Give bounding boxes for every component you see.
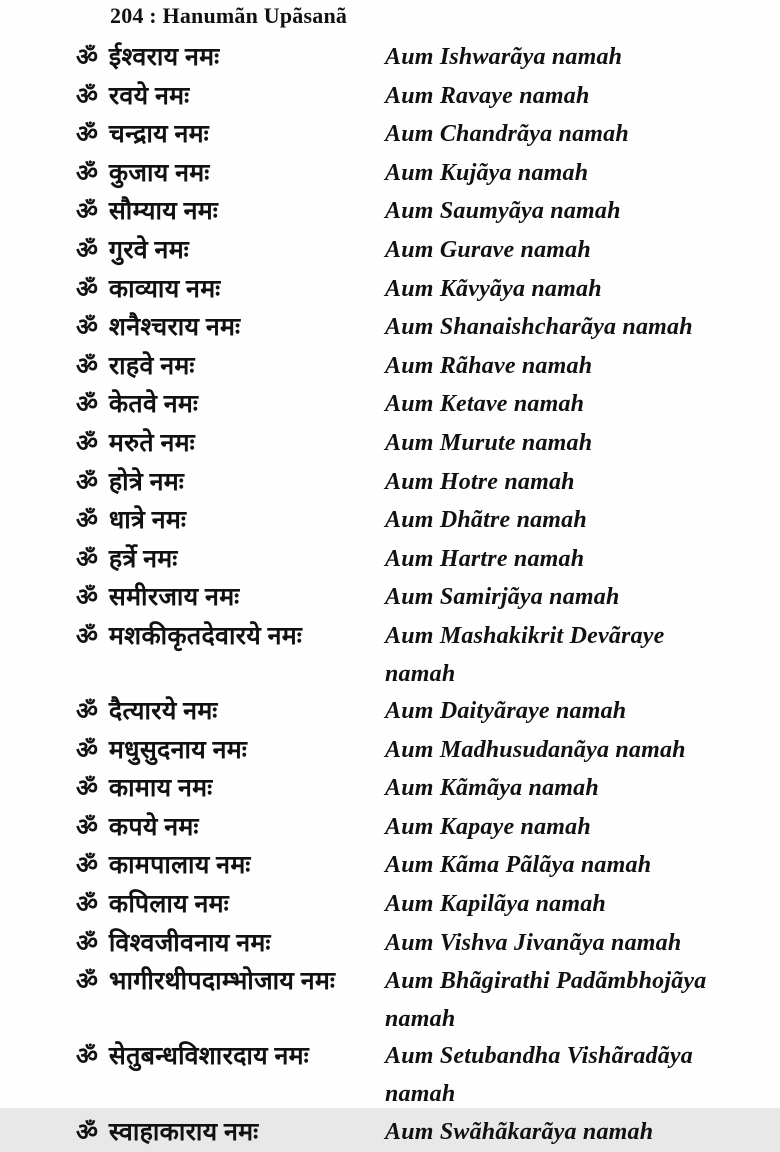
devanagari-text: सेतुबन्धविशारदाय नमः [108,1043,309,1071]
transliteration-line: Aum Swãhãkarãya namah [385,1118,654,1145]
devanagari-text: गुरवे नमः [108,236,190,264]
mantra-row [0,579,780,618]
transliteration-line: namah [385,1081,456,1108]
om-symbol: ॐ [76,1044,98,1071]
mantra-row [0,693,780,732]
transliteration [385,386,780,424]
om-symbol: ॐ [76,199,98,226]
transliteration [385,732,780,770]
devanagari-text: होत्रे नमः [108,468,185,496]
mantra-row [0,886,780,925]
devanagari-text: ईश्वराय नमः [108,44,220,71]
mantra-devanagari [0,886,385,925]
mantra-devanagari [0,348,385,387]
devanagari-text: समीरजाय नमः [108,584,240,612]
transliteration [385,618,780,693]
transliteration [385,847,780,885]
mantra-row [0,1114,780,1152]
devanagari-text: स्वाहाकाराय नमः [108,1118,259,1146]
transliteration-line: Aum Mashakikrit Devãraye [385,622,665,649]
mantra-devanagari [0,847,385,886]
transliteration [385,348,780,386]
mantra-row [0,39,780,78]
mantra-devanagari [0,155,385,194]
mantra-devanagari [0,963,385,1002]
om-symbol: ॐ [76,508,98,535]
om-symbol: ॐ [76,930,98,957]
mantra-row [0,155,780,194]
transliteration-line: Aum Kãma Pãlãya namah [385,852,652,879]
mantra-row [0,847,780,886]
transliteration-line: Aum Kapilãya namah [385,891,606,918]
devanagari-text: धात्रे नमः [108,507,187,535]
transliteration-line: Aum Daityãraye namah [385,698,627,725]
mantra-devanagari [0,309,385,348]
mantra-row [0,193,780,232]
mantra-row [0,464,780,503]
mantra-devanagari [0,541,385,580]
om-symbol: ॐ [76,814,98,841]
om-symbol: ॐ [76,392,98,419]
devanagari-text: राहवे नमः [108,352,195,380]
transliteration-line: Aum Kãmãya namah [385,775,599,802]
mantra-row [0,309,780,348]
transliteration [385,925,780,963]
mantra-row [0,809,780,848]
devanagari-text: चन्द्राय नमः [108,121,209,149]
devanagari-text: कपिलाय नमः [108,891,229,919]
page-header: 204 : Hanumãn Upãsanã [110,3,348,28]
transliteration [385,193,780,231]
transliteration-line: Aum Ketave namah [385,391,585,418]
transliteration-line: Aum Shanaishcharãya namah [385,314,693,341]
transliteration [385,1114,780,1152]
mantra-devanagari [0,232,385,271]
transliteration-line: Aum Kapaye namah [385,813,591,840]
mantra-devanagari [0,1038,385,1077]
om-symbol: ॐ [76,430,98,457]
mantra-devanagari [0,693,385,732]
mantra-row [0,271,780,310]
mantra-row [0,1038,780,1113]
mantra-row [0,963,780,1038]
transliteration [385,155,780,193]
transliteration-line: Aum Rãhave namah [385,352,593,379]
mantra-devanagari [0,618,385,657]
devanagari-text: कपये नमः [108,813,199,841]
mantra-row [0,232,780,271]
devanagari-text: मधुसुदनाय नमः [108,736,248,764]
devanagari-text: मशकीकृतदेवारये नमः [108,622,303,650]
transliteration [385,886,780,924]
transliteration-line: Aum Ishwarãya namah [385,44,623,70]
mantra-devanagari [0,464,385,503]
devanagari-text: कामाय नमः [108,775,213,803]
transliteration-line: Aum Murute namah [385,429,593,456]
transliteration-line: Aum Ravaye namah [385,82,590,109]
transliteration-line: Aum Kujãya namah [385,159,589,186]
transliteration [385,502,780,540]
transliteration [385,309,780,347]
mantra-row [0,618,780,693]
devanagari-text: हर्त्रे नमः [108,545,178,573]
devanagari-text: काव्याय नमः [108,275,221,303]
mantra-row [0,386,780,425]
devanagari-text: भागीरथीपदाम्भोजाय नमः [108,968,336,996]
transliteration [385,425,780,463]
devanagari-text: दैत्यारये नमः [108,698,218,726]
transliteration-line: Aum Samirjãya namah [385,584,620,611]
mantra-devanagari [0,732,385,771]
mantra-devanagari [0,925,385,964]
transliteration [385,541,780,579]
om-symbol: ॐ [76,853,98,880]
om-symbol: ॐ [76,83,98,110]
transliteration [385,116,780,154]
mantra-devanagari [0,39,385,78]
mantra-row [0,732,780,771]
transliteration [385,693,780,731]
transliteration-line: Aum Hotre namah [385,468,575,495]
om-symbol: ॐ [76,585,98,612]
om-symbol: ॐ [76,1119,98,1146]
om-symbol: ॐ [76,776,98,803]
om-symbol: ॐ [76,45,98,71]
transliteration [385,78,780,116]
transliteration-line: Aum Dhãtre namah [385,507,587,534]
transliteration-line: Aum Saumyãya namah [385,198,621,225]
om-symbol: ॐ [76,699,98,726]
transliteration-line: Aum Gurave namah [385,236,591,263]
devanagari-text: मरुते नमः [108,429,195,457]
mantra-devanagari [0,78,385,117]
om-symbol: ॐ [76,315,98,342]
mantra-row [0,770,780,809]
om-symbol: ॐ [76,737,98,764]
transliteration-line: Aum Hartre namah [385,545,585,572]
devanagari-text: सौम्याय नमः [108,198,219,226]
mantra-devanagari [0,1114,385,1152]
transliteration-line: Aum Madhusudanãya namah [385,736,686,763]
mantra-row [0,116,780,155]
transliteration [385,232,780,270]
transliteration-line: Aum Kãvyãya namah [385,275,602,302]
transliteration [385,271,780,309]
transliteration [385,1038,780,1113]
mantra-devanagari [0,193,385,232]
devanagari-text: विश्वजीवनाय नमः [108,929,271,957]
transliteration [385,464,780,502]
transliteration [385,809,780,847]
mantra-devanagari [0,271,385,310]
om-symbol: ॐ [76,469,98,496]
devanagari-text: शनैश्चराय नमः [108,314,241,342]
om-symbol: ॐ [76,276,98,303]
transliteration-line: Aum Setubandha Vishãradãya [385,1043,693,1070]
transliteration [385,770,780,808]
mantra-devanagari [0,116,385,155]
transliteration-line: Aum Vishva Jivanãya namah [385,929,682,956]
mantra-row [0,78,780,117]
transliteration [385,963,780,1038]
mantra-row [0,425,780,464]
mantra-devanagari [0,809,385,848]
devanagari-text: रवये नमः [108,82,190,110]
mantra-devanagari [0,502,385,541]
mantra-devanagari [0,579,385,618]
mantra-row [0,502,780,541]
om-symbol: ॐ [76,122,98,149]
mantra-devanagari [0,770,385,809]
devanagari-text: कुजाय नमः [108,159,210,187]
transliteration-line: Aum Bhãgirathi Padãmbhojãya [385,968,707,995]
transliteration-line: namah [385,660,456,687]
devanagari-text: कामपालाय नमः [108,852,251,880]
mantra-row [0,541,780,580]
om-symbol: ॐ [76,546,98,573]
om-symbol: ॐ [76,353,98,380]
mantra-row [0,348,780,387]
om-symbol: ॐ [76,892,98,919]
om-symbol: ॐ [76,237,98,264]
mantra-devanagari [0,425,385,464]
om-symbol: ॐ [76,623,98,650]
transliteration-line: namah [385,1005,456,1032]
transliteration-line: Aum Chandrãya namah [385,121,629,148]
transliteration [385,39,780,77]
mantra-list [0,39,780,1152]
om-symbol: ॐ [76,160,98,187]
transliteration [385,579,780,617]
mantra-devanagari [0,386,385,425]
devanagari-text: केतवे नमः [108,391,199,419]
mantra-row [0,925,780,964]
om-symbol: ॐ [76,969,98,996]
